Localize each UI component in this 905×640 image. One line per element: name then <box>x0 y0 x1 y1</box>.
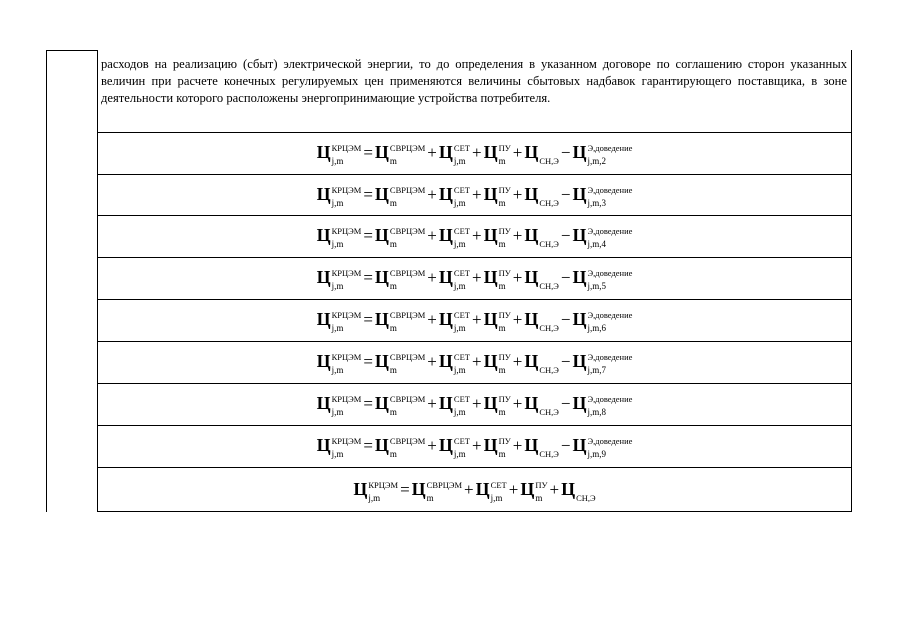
price-symbol: Ц <box>411 479 426 499</box>
formula-term <box>572 351 633 375</box>
superscript: ПУ <box>498 268 511 278</box>
subscript: m <box>498 365 506 375</box>
subscript: j,m <box>368 493 381 503</box>
subscript: j,m,9 <box>587 449 607 459</box>
formula-term <box>572 225 633 249</box>
operator: − <box>560 143 571 162</box>
right-border <box>851 50 852 512</box>
price-symbol: Ц <box>524 225 539 245</box>
subscript: m <box>389 239 397 249</box>
price-symbol: Ц <box>572 351 587 371</box>
superscript: СЕТ <box>453 310 470 320</box>
price-symbol: Ц <box>572 309 587 329</box>
formula-term <box>483 309 511 333</box>
operator: + <box>471 143 482 162</box>
left-margin-top-border <box>46 50 98 51</box>
price-symbol: Ц <box>438 351 453 371</box>
subscript: j,m,6 <box>587 323 607 333</box>
formula-term <box>520 479 548 503</box>
formula-term <box>374 184 426 208</box>
price-symbol: Ц <box>438 142 453 162</box>
superscript: СВРЦЭМ <box>426 480 463 490</box>
formula-term <box>411 479 463 503</box>
superscript: СЕТ <box>453 436 470 446</box>
price-symbol: Ц <box>374 142 389 162</box>
subscript: j,m,8 <box>587 407 607 417</box>
price-symbol: Ц <box>483 309 498 329</box>
price-symbol: Ц <box>316 435 331 455</box>
superscript: СН,Э <box>539 449 559 459</box>
price-symbol: Ц <box>316 142 331 162</box>
formula-term <box>438 435 470 459</box>
subscript: j,m <box>331 281 344 291</box>
formula-term <box>524 351 559 375</box>
row-divider <box>97 425 852 426</box>
operator: + <box>427 185 437 204</box>
subscript: j,m,2 <box>587 156 607 166</box>
price-symbol: Ц <box>572 267 587 287</box>
price-symbol: Ц <box>353 479 368 499</box>
operator: + <box>512 394 523 413</box>
subscript: j,m <box>331 407 344 417</box>
formula-term <box>524 309 559 333</box>
subscript: j,m <box>331 198 344 208</box>
price-symbol: Ц <box>572 435 587 455</box>
formula-term <box>483 184 511 208</box>
superscript: СВРЦЭМ <box>389 394 426 404</box>
operator: + <box>512 436 523 455</box>
row-divider <box>97 467 852 468</box>
superscript: КРЦЭМ <box>331 268 362 278</box>
superscript: ПУ <box>498 436 511 446</box>
price-symbol: Ц <box>374 309 389 329</box>
formula-row <box>98 142 851 170</box>
superscript: СН,Э <box>539 407 559 417</box>
price-symbol: Ц <box>316 184 331 204</box>
formula-term <box>475 479 507 503</box>
price-symbol: Ц <box>483 142 498 162</box>
formula-term <box>374 435 426 459</box>
subscript: m <box>535 493 543 503</box>
price-symbol: Ц <box>374 351 389 371</box>
formula-row <box>98 184 851 212</box>
operator: + <box>512 226 523 245</box>
formula-term <box>316 351 362 375</box>
operator: + <box>512 185 523 204</box>
subscript: m <box>498 407 506 417</box>
superscript: СВРЦЭМ <box>389 268 426 278</box>
price-symbol: Ц <box>374 225 389 245</box>
operator: + <box>427 226 437 245</box>
operator: = <box>363 436 373 455</box>
formula-term <box>316 309 362 333</box>
row-divider <box>97 383 852 384</box>
formula-term <box>483 393 511 417</box>
subscript: m <box>426 493 434 503</box>
operator: = <box>363 352 373 371</box>
price-symbol: Ц <box>572 184 587 204</box>
subscript: j,m,4 <box>587 239 607 249</box>
operator: − <box>560 394 571 413</box>
formula-term <box>374 142 426 166</box>
superscript: СЕТ <box>490 480 507 490</box>
formula-term <box>374 351 426 375</box>
formula-term <box>438 267 470 291</box>
superscript: КРЦЭМ <box>331 394 362 404</box>
operator: + <box>549 480 560 499</box>
operator: + <box>512 352 523 371</box>
price-symbol: Ц <box>374 393 389 413</box>
subscript: m <box>389 323 397 333</box>
superscript: Э,доведение <box>587 310 633 320</box>
formula-term <box>483 435 511 459</box>
subscript: m <box>498 449 506 459</box>
operator: = <box>363 310 373 329</box>
subscript: m <box>389 156 397 166</box>
formula-term <box>374 267 426 291</box>
superscript: СЕТ <box>453 185 470 195</box>
formula-term <box>572 267 633 291</box>
price-symbol: Ц <box>316 267 331 287</box>
formula-term <box>572 393 633 417</box>
price-symbol: Ц <box>475 479 490 499</box>
formula-row <box>98 435 851 463</box>
superscript: Э,доведение <box>587 268 633 278</box>
formula-term <box>316 184 362 208</box>
formula-row <box>98 267 851 295</box>
price-symbol: Ц <box>572 142 587 162</box>
subscript: j,m <box>453 198 466 208</box>
formula-term <box>316 393 362 417</box>
subscript: j,m <box>331 156 344 166</box>
formula-term <box>572 184 633 208</box>
row-divider <box>97 132 852 133</box>
superscript: Э,доведение <box>587 394 633 404</box>
superscript: ПУ <box>498 185 511 195</box>
row-divider <box>97 215 852 216</box>
left-margin-border <box>46 50 47 512</box>
subscript: j,m,3 <box>587 198 607 208</box>
operator: − <box>560 268 571 287</box>
operator: − <box>560 185 571 204</box>
superscript: СВРЦЭМ <box>389 436 426 446</box>
formula-term <box>572 309 633 333</box>
subscript: j,m <box>453 365 466 375</box>
price-symbol: Ц <box>316 393 331 413</box>
price-symbol: Ц <box>438 393 453 413</box>
formula-term <box>524 184 559 208</box>
operator: + <box>464 480 474 499</box>
superscript: КРЦЭМ <box>331 143 362 153</box>
price-symbol: Ц <box>316 309 331 329</box>
superscript: ПУ <box>498 143 511 153</box>
price-symbol: Ц <box>483 225 498 245</box>
operator: + <box>508 480 519 499</box>
formula-row <box>98 479 851 507</box>
subscript: m <box>498 281 506 291</box>
subscript: j,m <box>490 493 503 503</box>
superscript: СН,Э <box>539 156 559 166</box>
operator: + <box>427 352 437 371</box>
subscript: j,m <box>453 407 466 417</box>
operator: + <box>512 143 523 162</box>
operator: + <box>471 268 482 287</box>
formula-row <box>98 351 851 379</box>
superscript: СВРЦЭМ <box>389 352 426 362</box>
price-symbol: Ц <box>524 393 539 413</box>
price-symbol: Ц <box>524 267 539 287</box>
formula-term <box>524 142 559 166</box>
price-symbol: Ц <box>524 309 539 329</box>
operator: + <box>427 310 437 329</box>
operator: + <box>471 310 482 329</box>
superscript: СН,Э <box>539 281 559 291</box>
formula-term <box>438 309 470 333</box>
price-symbol: Ц <box>524 142 539 162</box>
row-divider <box>97 257 852 258</box>
subscript: j,m <box>331 239 344 249</box>
formula-term <box>438 351 470 375</box>
superscript: СЕТ <box>453 352 470 362</box>
price-symbol: Ц <box>572 225 587 245</box>
subscript: m <box>498 156 506 166</box>
subscript: j,m,5 <box>587 281 607 291</box>
formula-term <box>524 393 559 417</box>
row-divider <box>97 341 852 342</box>
price-symbol: Ц <box>438 184 453 204</box>
formula-row <box>98 225 851 253</box>
superscript: КРЦЭМ <box>331 436 362 446</box>
subscript: m <box>389 281 397 291</box>
operator: + <box>471 436 482 455</box>
subscript: m <box>389 449 397 459</box>
formula-term <box>438 393 470 417</box>
operator: = <box>363 226 373 245</box>
formula-term <box>572 435 633 459</box>
operator: + <box>471 352 482 371</box>
operator: + <box>427 143 437 162</box>
price-symbol: Ц <box>524 351 539 371</box>
superscript: СН,Э <box>539 323 559 333</box>
operator: = <box>400 480 410 499</box>
price-symbol: Ц <box>438 225 453 245</box>
formula-row <box>98 393 851 421</box>
operator: − <box>560 352 571 371</box>
price-symbol: Ц <box>316 351 331 371</box>
formula-term <box>374 393 426 417</box>
operator: + <box>512 268 523 287</box>
operator: + <box>471 394 482 413</box>
superscript: Э,доведение <box>587 436 633 446</box>
formula-term <box>316 267 362 291</box>
price-symbol: Ц <box>438 267 453 287</box>
superscript: СН,Э <box>539 198 559 208</box>
formula-term <box>353 479 399 503</box>
row-divider <box>97 511 852 512</box>
subscript: j,m,7 <box>587 365 607 375</box>
superscript: СН,Э <box>539 365 559 375</box>
subscript: j,m <box>453 156 466 166</box>
operator: + <box>427 436 437 455</box>
subscript: m <box>389 407 397 417</box>
formula-term <box>483 267 511 291</box>
formula-term <box>438 184 470 208</box>
operator: − <box>560 226 571 245</box>
subscript: j,m <box>453 449 466 459</box>
price-symbol: Ц <box>483 184 498 204</box>
subscript: m <box>389 198 397 208</box>
formula-term <box>374 225 426 249</box>
superscript: СВРЦЭМ <box>389 143 426 153</box>
row-divider <box>97 299 852 300</box>
subscript: m <box>498 323 506 333</box>
price-symbol: Ц <box>374 267 389 287</box>
formula-term <box>483 351 511 375</box>
superscript: Э,доведение <box>587 185 633 195</box>
operator: + <box>471 226 482 245</box>
superscript: СЕТ <box>453 268 470 278</box>
subscript: j,m <box>331 365 344 375</box>
subscript: j,m <box>453 239 466 249</box>
formula-term <box>561 479 596 503</box>
operator: = <box>363 268 373 287</box>
superscript: СЕТ <box>453 394 470 404</box>
formula-term <box>524 267 559 291</box>
superscript: СВРЦЭМ <box>389 185 426 195</box>
formula-term <box>316 142 362 166</box>
subscript: j,m <box>453 323 466 333</box>
subscript: j,m <box>453 281 466 291</box>
operator: = <box>363 394 373 413</box>
operator: = <box>363 143 373 162</box>
formula-term <box>438 225 470 249</box>
price-symbol: Ц <box>483 351 498 371</box>
formula-term <box>374 309 426 333</box>
operator: + <box>512 310 523 329</box>
subscript: m <box>498 198 506 208</box>
superscript: СВРЦЭМ <box>389 226 426 236</box>
price-symbol: Ц <box>483 435 498 455</box>
superscript: Э,доведение <box>587 226 633 236</box>
subscript: m <box>389 365 397 375</box>
formula-term <box>524 435 559 459</box>
subscript: m <box>498 239 506 249</box>
superscript: КРЦЭМ <box>368 480 399 490</box>
paragraph-text: расходов на реализацию (сбыт) электрической энергии, то до определения в указанном договоре по соглашению сторон указанных величин при расчете конечных регулируемых цен применяются величины сбытовых надбавок гарантирующего поставщика, в зоне деятельности которого расположены энергопринимающие устройства потребителя. <box>101 57 847 105</box>
price-symbol: Ц <box>374 435 389 455</box>
formula-term <box>572 142 633 166</box>
formula-term <box>483 142 511 166</box>
operator: − <box>560 436 571 455</box>
price-symbol: Ц <box>572 393 587 413</box>
formula-term <box>316 225 362 249</box>
operator: − <box>560 310 571 329</box>
subscript: j,m <box>331 449 344 459</box>
superscript: СН,Э <box>539 239 559 249</box>
superscript: ПУ <box>498 352 511 362</box>
price-symbol: Ц <box>483 267 498 287</box>
superscript: ПУ <box>498 226 511 236</box>
operator: + <box>427 394 437 413</box>
operator: = <box>363 185 373 204</box>
formula-term <box>524 225 559 249</box>
superscript: ПУ <box>535 480 548 490</box>
superscript: КРЦЭМ <box>331 185 362 195</box>
superscript: ПУ <box>498 394 511 404</box>
superscript: СВРЦЭМ <box>389 310 426 320</box>
superscript: ПУ <box>498 310 511 320</box>
formula-term <box>316 435 362 459</box>
subscript: j,m <box>331 323 344 333</box>
row-divider <box>97 174 852 175</box>
superscript: КРЦЭМ <box>331 352 362 362</box>
price-symbol: Ц <box>520 479 535 499</box>
superscript: Э,доведение <box>587 143 633 153</box>
price-symbol: Ц <box>524 184 539 204</box>
formula-row <box>98 309 851 337</box>
superscript: СН,Э <box>576 493 596 503</box>
superscript: КРЦЭМ <box>331 226 362 236</box>
formula-term <box>438 142 470 166</box>
formula-term <box>483 225 511 249</box>
superscript: КРЦЭМ <box>331 310 362 320</box>
price-symbol: Ц <box>561 479 576 499</box>
price-symbol: Ц <box>374 184 389 204</box>
price-symbol: Ц <box>438 435 453 455</box>
superscript: СЕТ <box>453 143 470 153</box>
operator: + <box>427 268 437 287</box>
price-symbol: Ц <box>483 393 498 413</box>
superscript: Э,доведение <box>587 352 633 362</box>
price-symbol: Ц <box>316 225 331 245</box>
superscript: СЕТ <box>453 226 470 236</box>
price-symbol: Ц <box>438 309 453 329</box>
price-symbol: Ц <box>524 435 539 455</box>
operator: + <box>471 185 482 204</box>
